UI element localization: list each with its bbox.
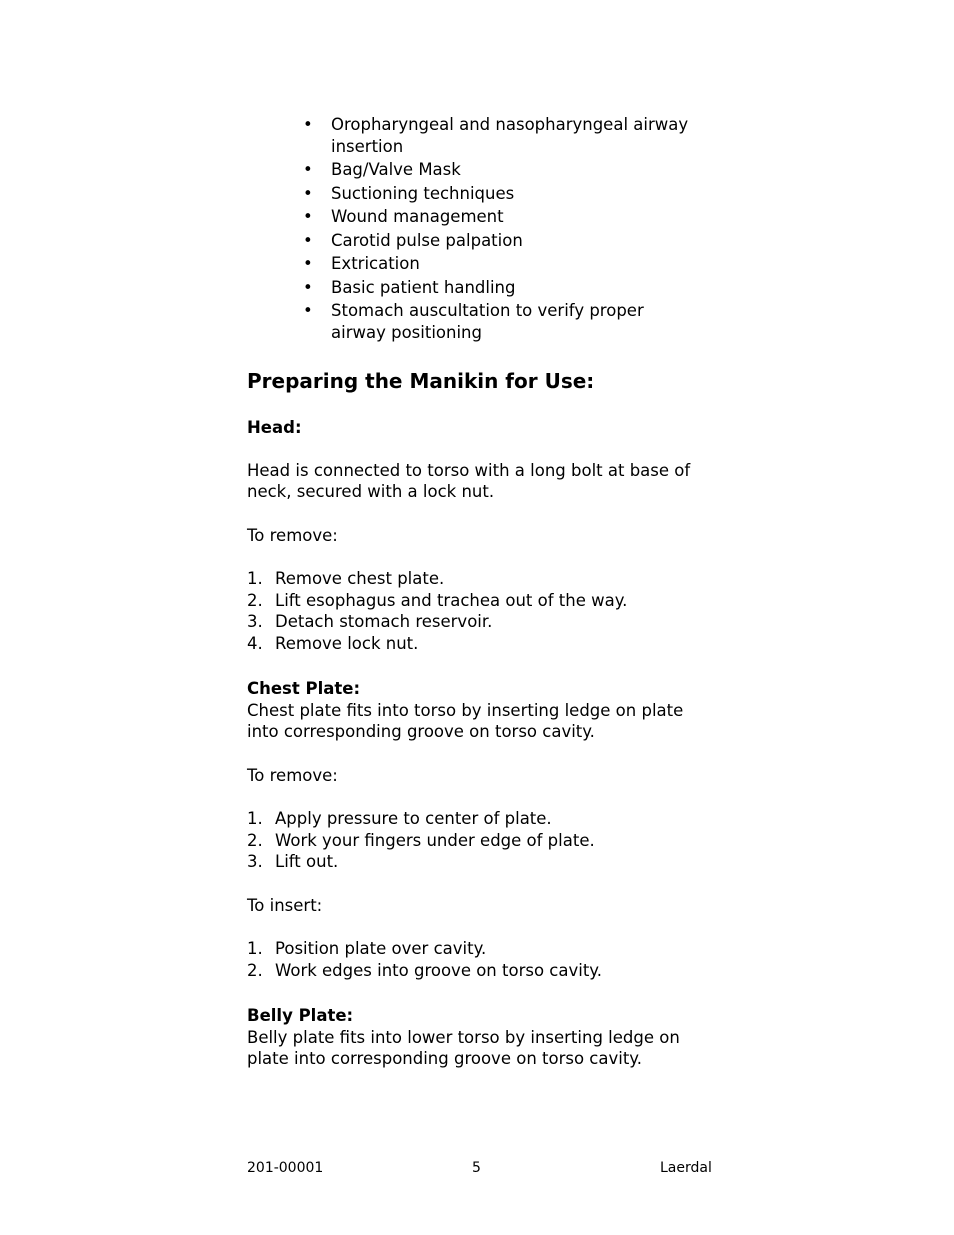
chest-plate-section [247, 678, 717, 981]
head-steps [247, 568, 717, 654]
footer-doc-number: 201-00001 [247, 1160, 324, 1176]
footer-page-number: 5 [472, 1160, 481, 1176]
head-description: Head is connected to torso with a long bolt at base of neck, secured with a lock nut. [247, 460, 691, 501]
belly-plate-section [247, 1005, 717, 1070]
list-item: • Oropharyngeal and nasopharyngeal airway insertion [303, 115, 689, 156]
chest-plate-remove-steps [247, 808, 717, 873]
list-item: 2. Lift esophagus and trachea out of the way. [247, 590, 628, 610]
footer-company: Laerdal [660, 1160, 712, 1176]
list-item: 2. Work edges into groove on torso cavity. [247, 960, 602, 980]
list-item: 2. Work your fingers under edge of plate. [247, 830, 595, 850]
list-item: • Extrication [303, 254, 420, 273]
head-heading: Head: [247, 418, 302, 437]
chest-plate-to-insert: To insert: [247, 895, 323, 915]
list-item: 1. Remove chest plate. [247, 569, 445, 588]
list-item: • Suctioning techniques [303, 183, 515, 203]
skills-list [301, 114, 701, 345]
belly-plate-heading: Belly Plate: [247, 1006, 354, 1025]
list-item: • Bag/Valve Mask [303, 160, 461, 179]
chest-plate-insert-steps [247, 938, 717, 981]
head-section [247, 417, 717, 654]
list-item: 4. Remove lock nut. [247, 633, 419, 653]
list-item: • Stomach auscultation to verify proper airway positioning [303, 301, 644, 342]
list-item: • Carotid pulse palpation [303, 230, 523, 250]
chest-plate-to-remove: To remove: [247, 765, 338, 785]
belly-plate-description: Belly plate fits into lower torso by inserting ledge on plate into corresponding groove on torso cavity. [247, 1027, 680, 1068]
list-item: 3. Lift out. [247, 852, 339, 871]
chest-plate-heading: Chest Plate: [247, 679, 361, 698]
list-item: • Basic patient handling [303, 277, 516, 297]
head-to-remove: To remove: [247, 525, 338, 545]
list-item: 3. Detach stomach reservoir. [247, 612, 493, 631]
section-title: Preparing the Manikin for Use: [247, 369, 595, 393]
list-item: 1. Apply pressure to center of plate. [247, 809, 552, 828]
list-item: • Wound management [303, 207, 504, 226]
chest-plate-description: Chest plate fits into torso by inserting ledge on plate into corresponding groove on torso cavity. [247, 700, 684, 741]
list-item: 1. Position plate over cavity. [247, 939, 487, 958]
